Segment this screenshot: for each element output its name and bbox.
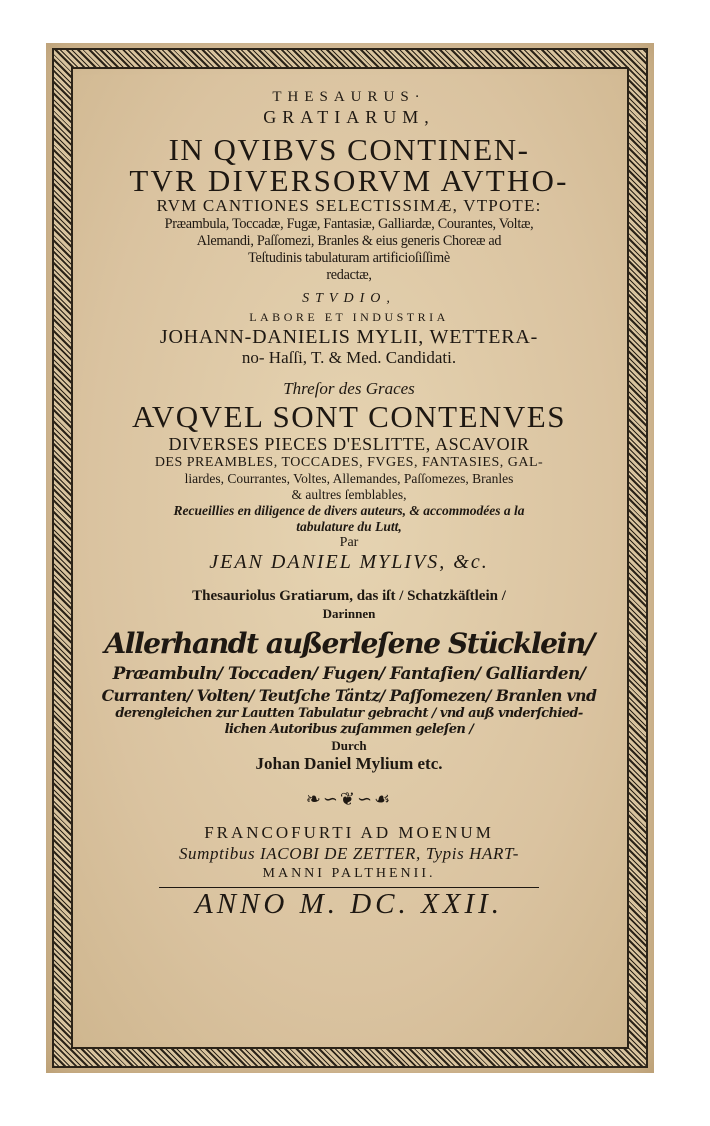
latin-body-line-1: Præambula, Toccadæ, Fugæ, Fantasiæ, Galliardæ, Courantes, Voltæ,: [164, 216, 534, 232]
imprint-publisher-line-2: MANNI PALTHENII.: [262, 866, 436, 881]
par-line: Par: [339, 535, 359, 550]
german-body-line-4: lichen Autoribus zuſammen geleſen /: [224, 722, 474, 737]
french-body-line-2: & aultres ſemblables,: [291, 487, 407, 502]
latin-body-line-2: Alemandi, Paſſomezi, Branles & eius generis Choreæ ad: [196, 233, 502, 249]
french-heading-line-3: DES PREAMBLES, TOCCADES, FVGES, FANTASIES, GAL-: [154, 455, 544, 470]
latin-heading-line-3: RVM CANTIONES SELECTISSIMÆ, VTPOTE:: [156, 196, 542, 215]
imprint-place: FRANCOFURTI AD MOENUM: [204, 823, 494, 842]
labore-line: LABORE ET INDUSTRIA: [249, 310, 449, 324]
title-page: [46, 43, 654, 1073]
author-name-line-2: no- Haſſi, T. & Med. Candidati.: [241, 348, 457, 367]
german-body-line-2: Curranten/ Volten/ Teutſche Täntz/ Paſſomezen/ Branlen vnd: [101, 686, 597, 705]
title-text-block: [95, 89, 603, 920]
french-author-line: JEAN DANIEL MYLIVS, &c.: [209, 551, 489, 573]
latin-body-line-3: Teſtudinis tabulaturam artificioſiſſimè: [248, 250, 450, 266]
studio-line: STVDIO,: [302, 291, 396, 306]
durch-line: Durch: [331, 738, 367, 753]
author-name-line-1: JOHANN-DANIELIS MYLII, WETTERA-: [159, 326, 539, 348]
fleuron-ornament-icon: ❧∽❦∽☙: [305, 789, 393, 809]
french-body-line-1: liardes, Courrantes, Voltes, Allemandes, Paſſomezes, Branles: [184, 471, 514, 486]
french-heading-line-2: DIVERSES PIECES D'ESLITTE, ASCAVOIR: [168, 434, 530, 454]
german-heading: Allerhandt außerleſene Stücklein/: [104, 627, 594, 660]
imprint-publisher-line-1: Sumptibus IACOBI DE ZETTER, Typis HART-: [178, 844, 520, 863]
imprint-year: ANNO M. DC. XXII.: [194, 888, 504, 920]
german-body-line-1: Præambuln/ Toccaden/ Fugen/ Fantaſien/ Galliarden/: [112, 664, 586, 684]
german-body-line-3: derengleichen zur Lautten Tabulatur gebracht / vnd auß vnderſchied-: [115, 706, 583, 721]
french-italic-line-2: tabulature du Lutt,: [296, 519, 402, 534]
latin-title-line-2: GRATIARUM,: [263, 107, 435, 127]
german-title-line: Thesauriolus Gratiarum, das iſt / Schatzkäſtlein /: [192, 588, 506, 604]
latin-title-line-1: THESAURUS·: [272, 89, 426, 105]
french-heading-line-1: AVQVEL SONT CONTENVES: [132, 399, 566, 434]
latin-heading-line-2: TVR DIVERSORVM AVTHO-: [129, 163, 569, 198]
latin-body-line-4: redactæ,: [326, 267, 372, 283]
latin-heading-line-1: IN QVIBVS CONTINEN-: [168, 132, 530, 167]
darinnen-line: Darinnen: [322, 606, 376, 621]
german-author-line: Johan Daniel Mylium etc.: [255, 754, 443, 773]
french-title: Threſor des Graces: [283, 379, 415, 398]
french-italic-line-1: Recueillies en diligence de divers auteurs, & accommodées a la: [173, 503, 525, 518]
